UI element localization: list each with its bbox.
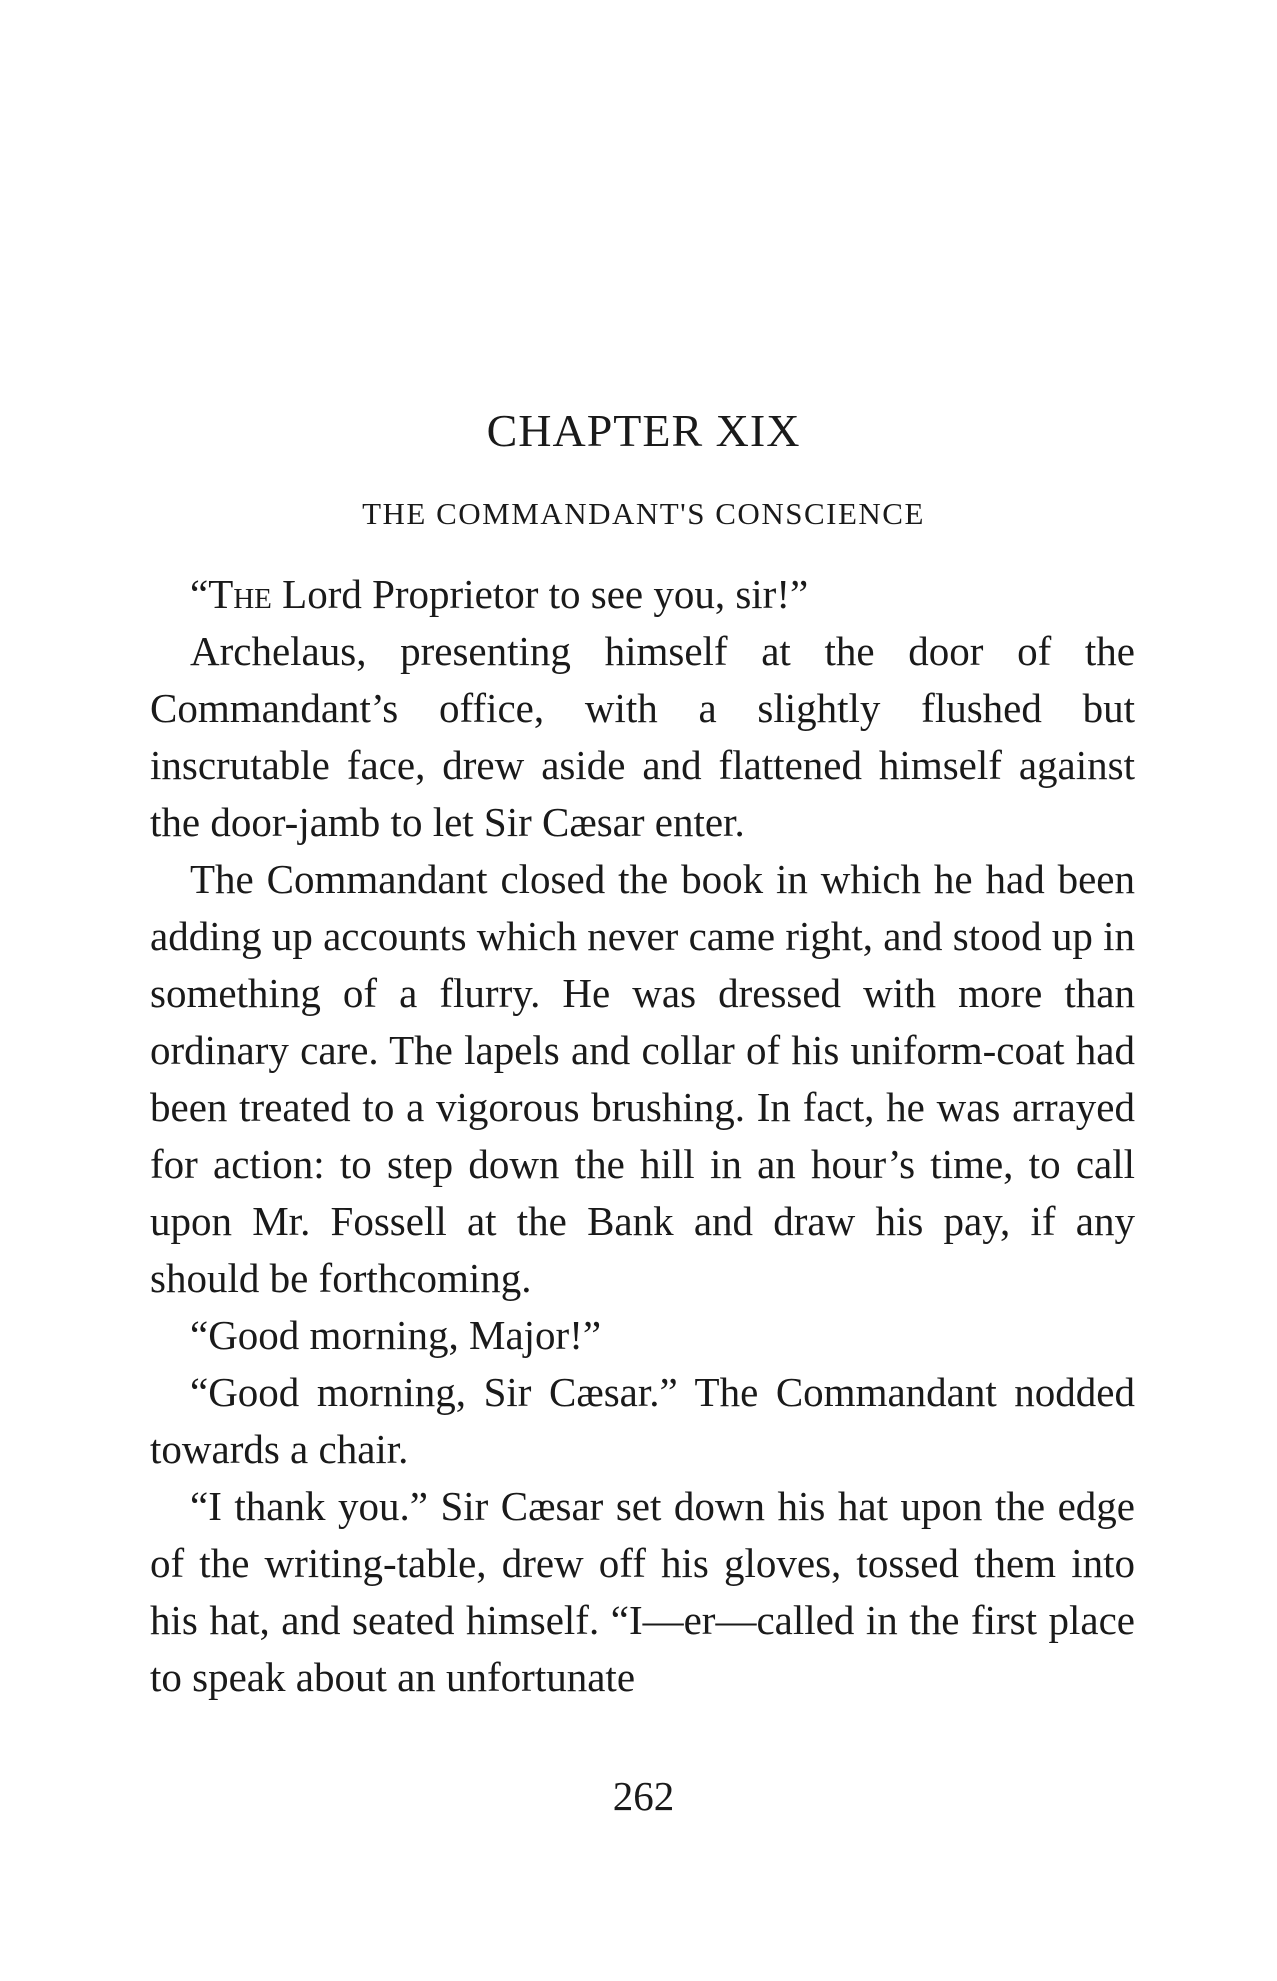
page-number: 262 xyxy=(612,1773,675,1819)
paragraph: “Good morning, Major!” xyxy=(190,1312,602,1358)
paragraph xyxy=(150,566,1135,623)
paragraph: Archelaus, presenting himself at the door of the Commandant’s office, with a slightly flushed but inscrutable face, drew aside and flattened himself against the door-jamb to let Sir Cæsar enter. xyxy=(150,628,1135,845)
paragraph: “I thank you.” Sir Cæsar set down his hat upon the edge of the writing-table, drew off his gloves, tossed them into his hat, and seated himself. “I—er—called in the first place to speak about an unfortunate xyxy=(150,1483,1135,1700)
chapter-subtitle-text: THE COMMANDANT'S CONSCIENCE xyxy=(362,496,925,531)
body-text xyxy=(150,566,1135,1706)
paragraph-lead: “The xyxy=(190,571,272,617)
chapter-subtitle xyxy=(0,496,1277,532)
paragraph: The Commandant closed the book in which he had been adding up accounts which never came right, and stood up in something of a flurry. He was dressed with more than ordinary care. The lapels and collar of his uniform-coat had been treated to a vigorous brushing. In fact, he was arrayed for action: to step down the hill in an hour’s time, to call upon Mr. Fossell at the Bank and draw his pay, if any should be forthcoming. xyxy=(150,856,1135,1301)
paragraph: “Good morning, Sir Cæsar.” The Commandant nodded towards a chair. xyxy=(150,1369,1135,1472)
chapter-title: CHAPTER XIX xyxy=(486,405,801,456)
paragraph-text: Lord Proprietor to see you, sir!” xyxy=(271,571,809,617)
